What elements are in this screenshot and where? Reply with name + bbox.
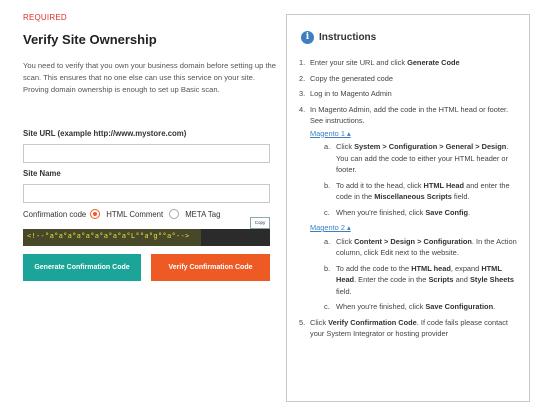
form-title: Verify Site Ownership [23,32,157,47]
meta-tag-label: META Tag [185,209,221,219]
magento-1-steps [310,141,521,218]
list-item: c. When you're finished, click Save Config. [324,207,471,217]
generate-code-button[interactable]: Generate Confirmation Code [23,254,141,281]
site-url-label: Site URL (example http://www.mystore.com) [23,129,187,138]
instructions-title: Instructions [319,32,377,43]
copy-button[interactable]: Copy [250,217,270,229]
site-url-input[interactable] [23,144,270,163]
required-label: REQUIRED [23,13,67,22]
meta-tag-radio[interactable] [169,209,179,219]
list-item: 4. In Magento Admin, add the code in the HTML head or footer. See instructions. Magento 1 ▴ a. Click System > Configuration > General > Design. You can add the code to either your HTML header or footer. b. To add it to the head, click HTML Head and enter the code in the Miscellaneous Scripts field. c. When you're finished, click Save Config. Magento 2 ▴ a. Click Content > Design > Configuration. In the Action column, click Edit next to the website. b. To add the code to the HTML head, expand HTML Head. Enter the code in the Scripts and Style Sheets field. c. When you're finished, click Save Configuration. [297,104,521,313]
form-description: You need to verify that you own your business domain before setting up the scan. This ensures that no one else can use this service on your site. Proving domain ownership is enough to set up Basic scan. [23,61,277,95]
confirmation-code-label: Confirmation code [23,209,87,219]
magento-1-toggle-link[interactable]: Magento 1 ▴ [310,128,351,138]
confirmation-code-box[interactable] [23,229,270,246]
confirmation-code-row [23,208,220,220]
confirmation-code-text: <!--°a°a°a°a°a°a°a°a°a°L°°a°g°°a°--> [27,232,190,240]
list-item: b. To add it to the head, click HTML Head and enter the code in the Miscellaneous Scripts field. [324,180,510,201]
list-item: a. Click Content > Design > Configuration. In the Action column, click Edit next to the website. [324,236,517,257]
magento-2-toggle-link[interactable]: Magento 2 ▴ [310,223,351,232]
list-item: 1. Enter your site URL and click Generate Code [299,58,460,67]
instructions-panel [286,14,530,402]
instructions-list [297,57,521,344]
list-item: a. Click System > Configuration > General > Design. You can add the code to either your HTML header or footer. [324,142,509,174]
html-comment-label: HTML Comment [106,209,164,219]
list-item: 3. Log in to Magento Admin [299,89,392,98]
html-comment-radio[interactable] [90,209,100,219]
site-name-label: Site Name [23,169,61,178]
site-name-input[interactable] [23,184,270,203]
magento-2-steps [310,236,521,313]
verify-code-button[interactable]: Verify Confirmation Code [151,254,270,281]
list-item: c. When you're finished, click Save Configuration. [324,302,496,311]
list-item: b. To add the code to the HTML head, expand HTML Head. Enter the code in the Scripts and Style Sheets field. [324,263,514,296]
info-icon: i [301,31,314,44]
list-item: 2. Copy the generated code [299,73,394,83]
list-item: 5. Click Verify Confirmation Code. If code fails please contact your System Integrator or hosting provider [299,317,508,338]
